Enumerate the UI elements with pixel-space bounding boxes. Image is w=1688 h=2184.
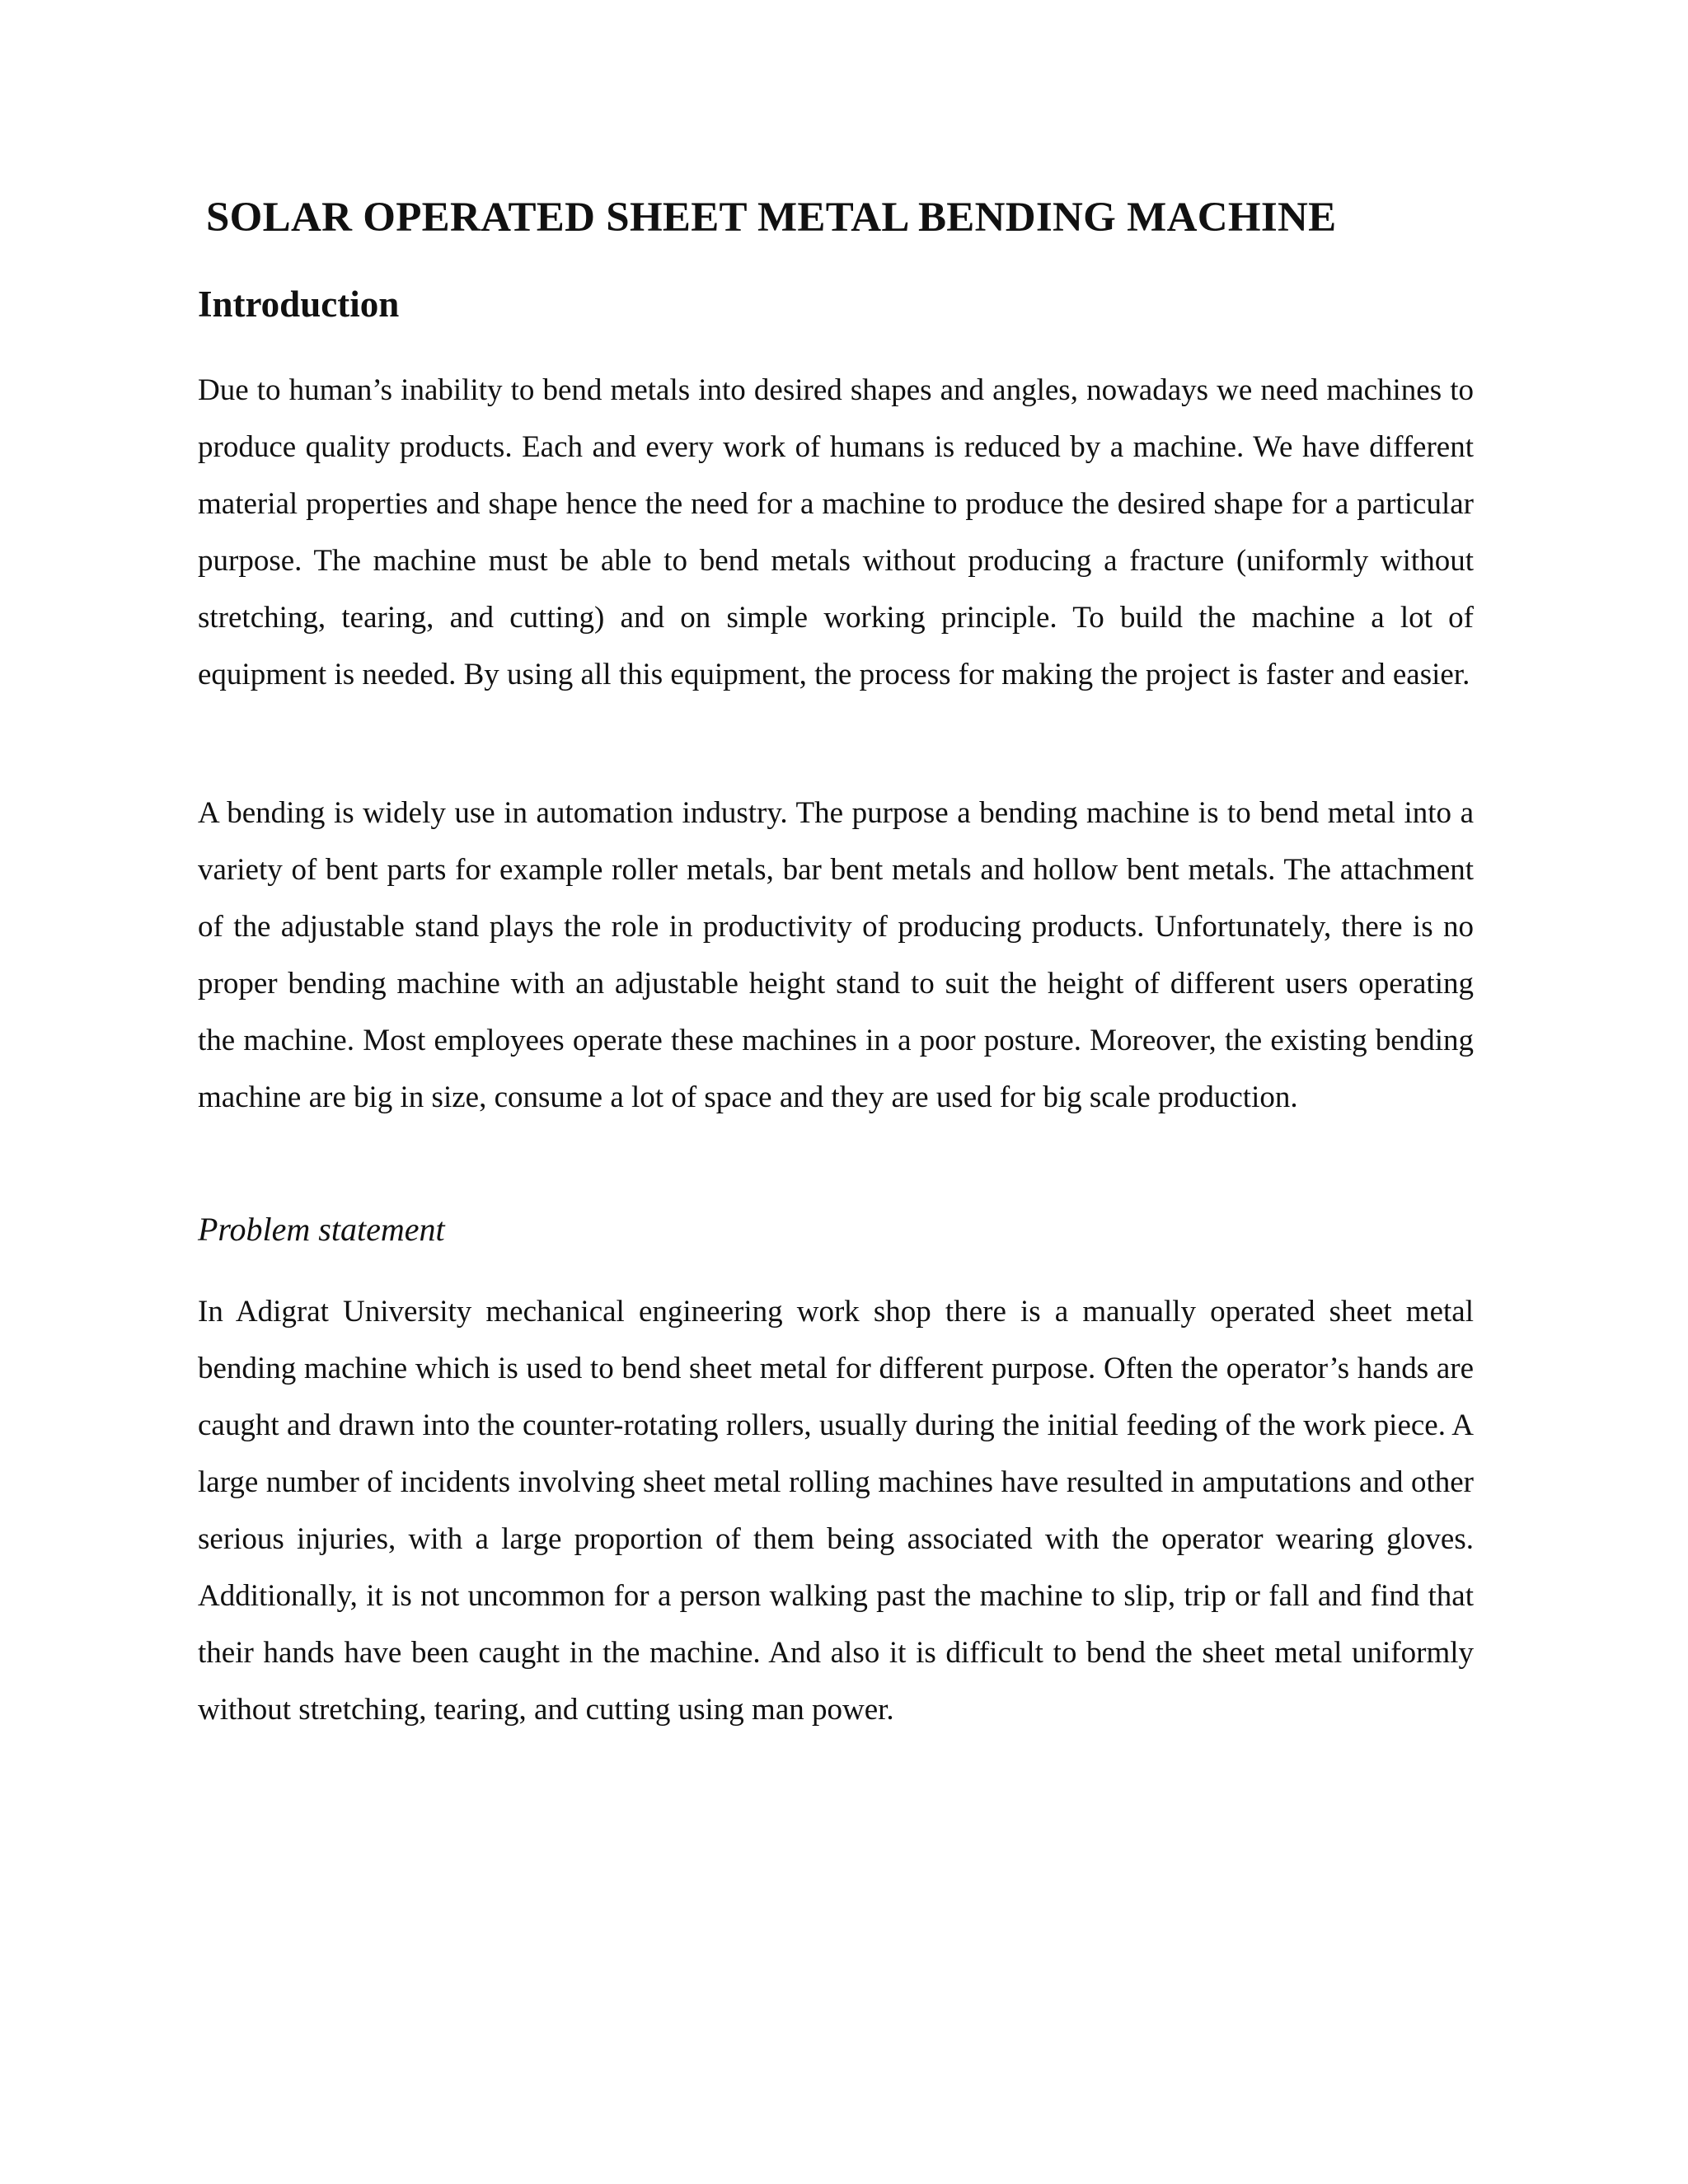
introduction-paragraph-2: A bending is widely use in automation industry. The purpose a bending machine is to bend metal into a variety of bent parts for example roller metals, bar bent metals and hollow bent metals. The attachment of the adjustable stand plays the role in productivity of producing products. Unfortunately, there is no proper bending machine with an adjustable height stand to suit the height of different users operating the machine. Most employees operate these machines in a poor posture. Moreover, the existing bending machine are big in size, consume a lot of space and they are used for big scale production. bbox=[198, 796, 1474, 1114]
problem-statement-paragraph: In Adigrat University mechanical engineering work shop there is a manually operated sheet metal bending machine which is used to bend sheet metal for different purpose. Often the operator’s hands are caught and drawn into the counter-rotating rollers, usually during the initial feeding of the work piece. A large number of incidents involving sheet metal rolling machines have resulted in amputations and other serious injuries, with a large proportion of them being associated with the operator wearing gloves. Additionally, it is not uncommon for a person walking past the machine to slip, trip or fall and find that their hands have been caught in the machine. And also it is difficult to bend the sheet metal uniformly without stretching, tearing, and cutting using man power. bbox=[198, 1295, 1474, 1727]
introduction-paragraph-1: Due to human’s inability to bend metals into desired shapes and angles, nowadays we need machines to produce quality products. Each and every work of humans is reduced by a machine. We have different material properties and shape hence the need for a machine to produce the desired shape for a particular purpose. The machine must be able to bend metals without producing a fracture (uniformly without stretching, tearing, and cutting) and on simple working principle. To build the machine a lot of equipment is needed. By using all this equipment, the process for making the project is faster and easier. bbox=[198, 373, 1474, 691]
section-heading-problem-statement: Problem statement bbox=[198, 1211, 445, 1248]
section-heading-introduction: Introduction bbox=[198, 284, 400, 325]
document-title: SOLAR OPERATED SHEET METAL BENDING MACHINE bbox=[206, 194, 1337, 241]
